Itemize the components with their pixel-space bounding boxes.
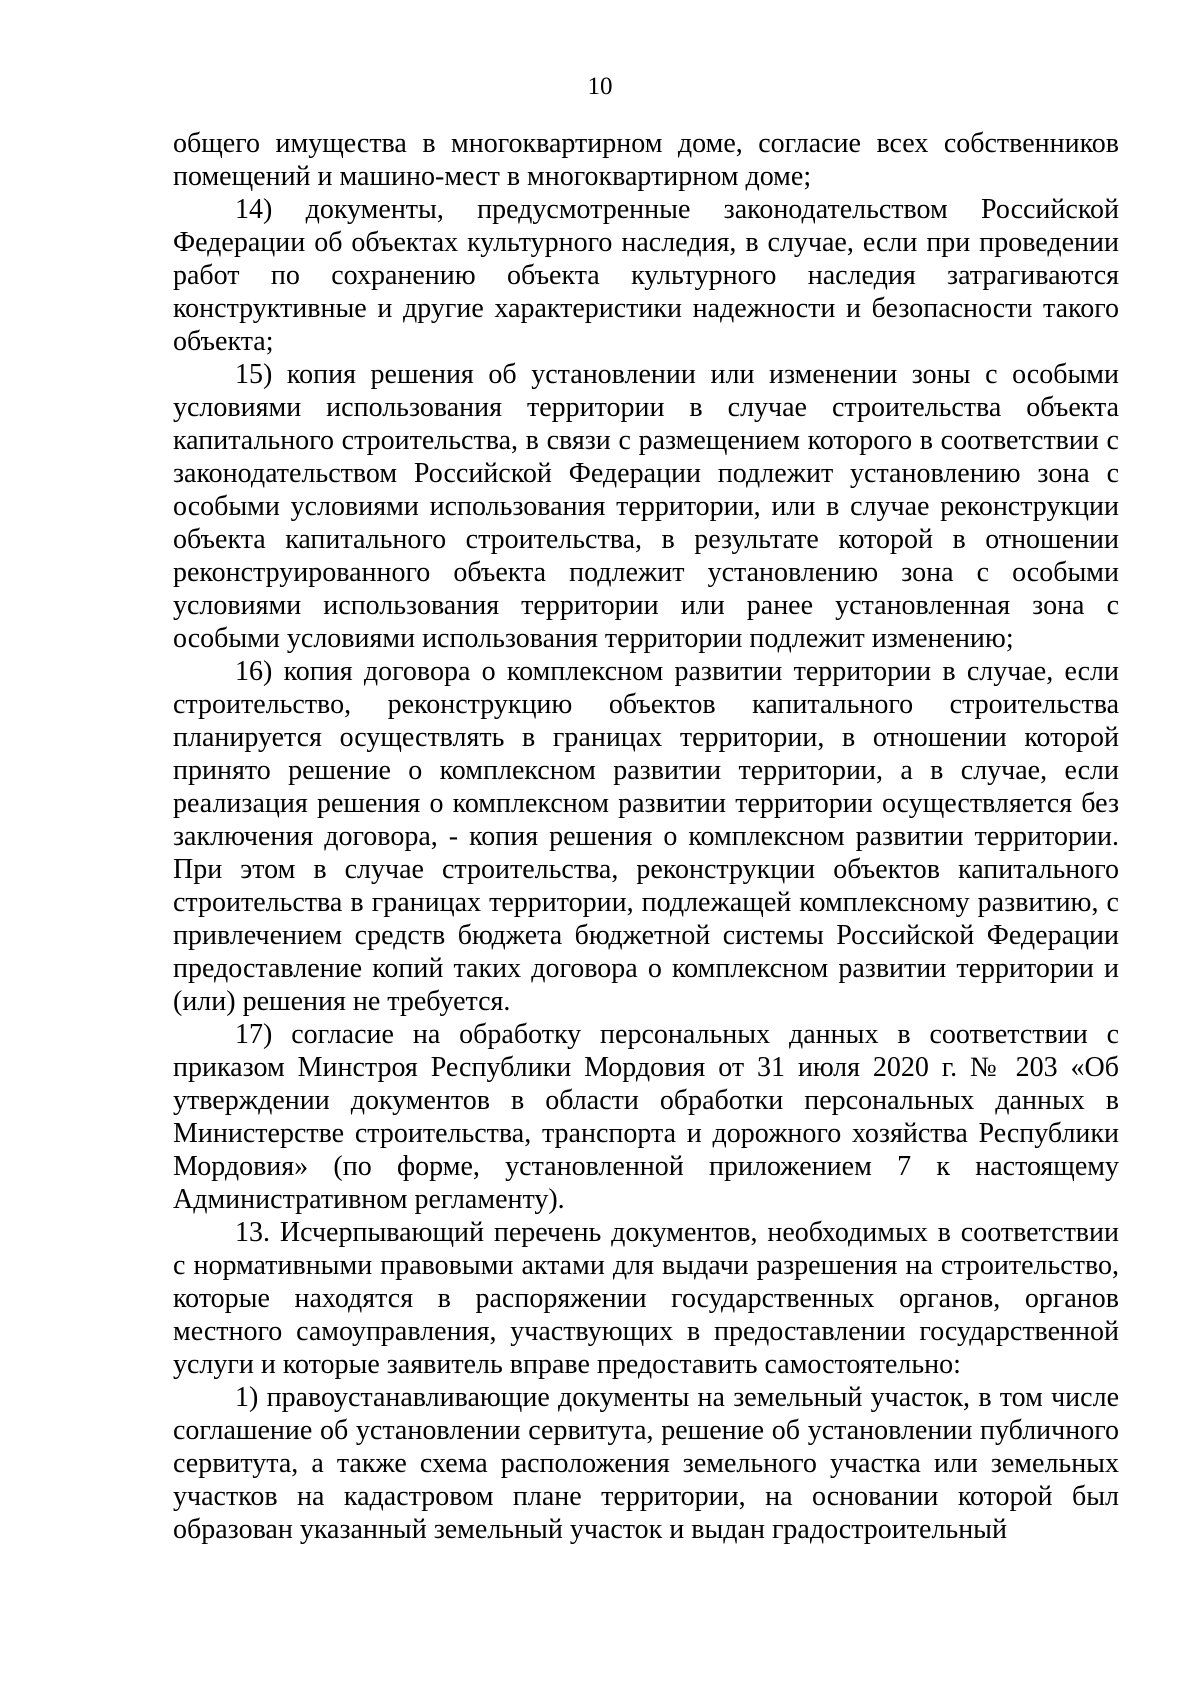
paragraph-continuation: общего имущества в многоквартирном доме, согласие всех собственников помещений и машино-мест в многоквартирном доме;: [173, 128, 1119, 192]
paragraph-item-15: 15) копия решения об установлении или изменении зоны с особыми условиями использования территории в случае строительства объекта капитального строительства, в связи с размещением которого в соответствии с законодательством Российской Федерации подлежит установлению зона с особыми условиями использования территории, или в случае реконструкции объекта капитального строительства, в результате которой в отношении реконструированного объекта подлежит установлению зона с особыми условиями использования территории или ранее установленная зона с особыми условиями использования территории подлежит изменению;: [173, 359, 1119, 654]
paragraph-section-13-item-1: 1) правоустанавливающие документы на земельный участок, в том числе соглашение об установлении сервитута, решение об установлении публичного сервитута, а также схема расположения земельного участка или земельных участков на кадастровом плане территории, на основании которой был образован указанный земельный участок и выдан градостроительный: [173, 1382, 1119, 1545]
page-number: 10: [587, 73, 613, 100]
document-body: [173, 127, 1119, 1546]
paragraph-item-17: 17) согласие на обработку персональных данных в соответствии с приказом Минстроя Республики Мордовия от 31 июля 2020 г. № 203 «Об утверждении документов в области обработки персональных данных в Министерстве строительства, транспорта и дорожного хозяйства Республики Мордовия» (по форме, установленной приложением 7 к настоящему Административном регламенту).: [173, 1019, 1119, 1215]
paragraph-item-16: 16) копия договора о комплексном развитии территории в случае, если строительство, реконструкцию объектов капитального строительства планируется осуществлять в границах территории, в отношении которой принято решение о комплексном развитии территории, а в случае, если реализация решения о комплексном развитии территории осуществляется без заключения договора, - копия решения о комплексном развитии территории. При этом в случае строительства, реконструкции объектов капитального строительства в границах территории, подлежащей комплексному развитию, с привлечением средств бюджета бюджетной системы Российской Федерации предоставление копий таких договора о комплексном развитии территории и (или) решения не требуется.: [173, 656, 1119, 1017]
paragraph-section-13: 13. Исчерпывающий перечень документов, необходимых в соответствии с нормативными правовыми актами для выдачи разрешения на строительство, которые находятся в распоряжении государственных органов, органов местного самоуправления, участвующих в предоставлении государственной услуги и которые заявитель вправе предоставить самостоятельно:: [173, 1217, 1119, 1380]
paragraph-item-14: 14) документы, предусмотренные законодательством Российской Федерации об объектах культурного наследия, в случае, если при проведении работ по сохранению объекта культурного наследия затрагиваются конструктивные и другие характеристики надежности и безопасности такого объекта;: [173, 194, 1119, 357]
